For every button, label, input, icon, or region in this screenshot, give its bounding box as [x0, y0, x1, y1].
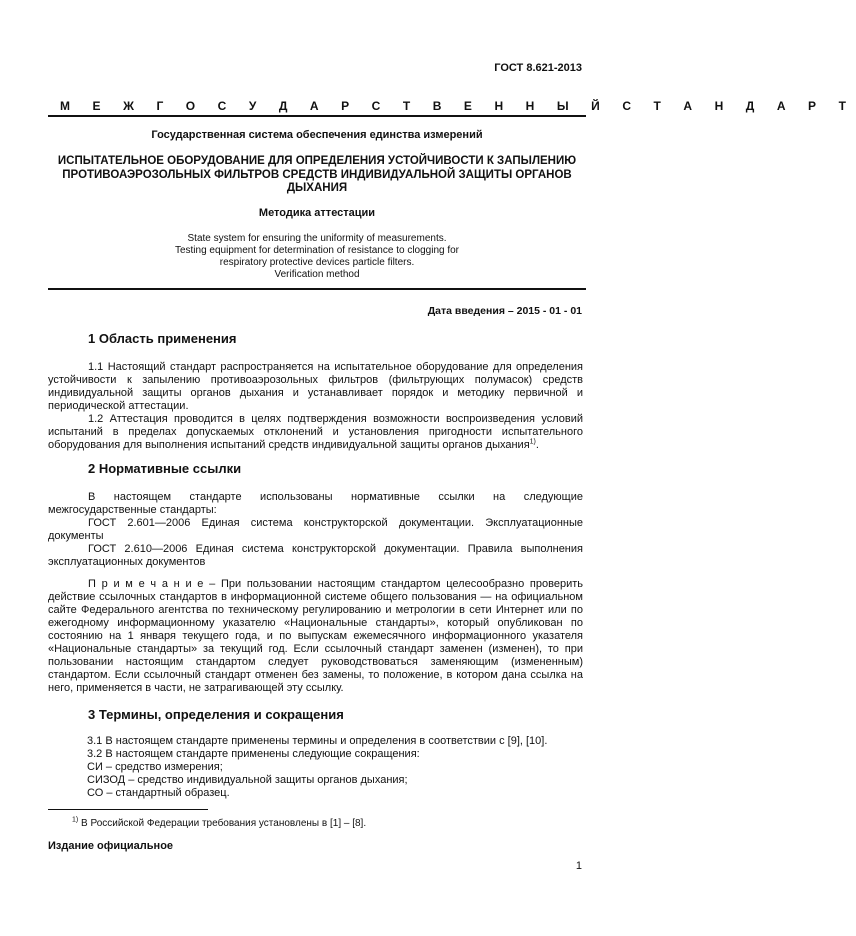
- reference-gost-2-601: ГОСТ 2.601—2006 Единая система конструкторской документации. Эксплуатационные документы: [48, 517, 583, 542]
- english-line: respiratory protective devices particle filters.: [219, 257, 415, 268]
- document-title: [48, 155, 586, 196]
- note-label: П р и м е ч а н и е: [88, 578, 204, 590]
- note: [48, 578, 583, 695]
- paragraph-2-intro: В настоящем стандарте использованы нормативные ссылки на следующие межгосударственные стандарты:: [48, 491, 583, 516]
- reference-gost-2-610: ГОСТ 2.610—2006 Единая система конструкторской документации. Правила выполнения эксплуатационных документов: [48, 543, 583, 568]
- system-title: Государственная система обеспечения единства измерений: [151, 129, 483, 141]
- paragraph-1-2-end: .: [535, 439, 539, 451]
- paragraph-1-2: [48, 413, 583, 452]
- page-number: 1: [575, 860, 582, 872]
- footnote-text: В Российской Федерации требования установлены в [1] – [8].: [78, 818, 367, 829]
- section-2-heading: 2 Нормативные ссылки: [88, 461, 242, 476]
- section-1-heading: 1 Область применения: [88, 331, 237, 346]
- english-line: State system for ensuring the uniformity of measurements.: [187, 233, 447, 244]
- abbreviation-sizod: СИЗОД – средство индивидуальной защиты органов дыхания;: [87, 774, 408, 786]
- title-line: ПРОТИВОАЭРОЗОЛЬНЫХ ФИЛЬТРОВ СРЕДСТВ ИНДИВИДУАЛЬНОЙ ЗАЩИТЫ ОРГАНОВ: [62, 168, 572, 181]
- footnote-separator: [48, 809, 208, 810]
- title-line: ДЫХАНИЯ: [286, 182, 348, 194]
- section-3-line: 3.2 В настоящем стандарте применены следующие сокращения:: [87, 748, 420, 760]
- section-3-line: 3.1 В настоящем стандарте применены термины и определения в соответствии с [9], [10].: [87, 735, 548, 747]
- english-line: Testing equipment for determination of resistance to clogging for: [174, 245, 460, 256]
- section-3-heading: 3 Термины, определения и сокращения: [88, 707, 344, 722]
- note-text: – При пользовании настоящим стандартом целесообразно проверить действие ссылочных стандартов в информационной системе общего пользования — на официальном сайте Федерального агентства по техническому регулированию и метрологии в сети Интернет или по ежегодному информационному указателю «Национальные стандарты», который опубликован по состоянию на 1 января текущего года, и по выпускам ежемесячного информационного указателя «Национальные стандарты» за текущий год. Если ссылочный стандарт заменен (изменен), то при пользовании настоящим стандартом следует руководствоваться заменяющим (измененным) стандартом. Если ссылочный стандарт отменен без замены, то положение, в котором дана ссылка на него, применяется в части, не затрагивающей эту ссылку.: [48, 578, 583, 694]
- footnote-mark: 1): [72, 816, 79, 824]
- header-rule: [48, 115, 586, 117]
- introduction-date: Дата введения – 2015 - 01 - 01: [427, 305, 582, 317]
- method-title: Методика аттестации: [258, 207, 376, 219]
- abbreviation-si: СИ – средство измерения;: [87, 761, 223, 773]
- paragraph-1-1: 1.1 Настоящий стандарт распространяется на испытательное оборудование для определения устойчивости к запылению противоаэрозольных фильтров (фильтрующих полумасок) средств индивидуальной защиты органов дыхания и устанавливает порядок и методику первичной и периодической аттестации.: [48, 361, 583, 412]
- footnote-ref: 1): [529, 438, 536, 446]
- section-2-body: [48, 491, 583, 569]
- note-paragraph: [48, 578, 583, 695]
- title-rule: [48, 288, 586, 290]
- english-title: [48, 233, 586, 281]
- standard-type: М Е Ж Г О С У Д А Р С Т В Е Н Н Ы Й С Т А Н Д А Р Т: [60, 99, 856, 113]
- paragraph-1-2-text: 1.2 Аттестация проводится в целях подтверждения возможности воспроизведения условий испытаний в пределах допускаемых отклонений и установления пригодности испытательного оборудования для выполнения испытаний средств индивидуальной защиты органов дыхания: [48, 413, 583, 451]
- footnote: [72, 818, 366, 829]
- section-1-body: [48, 361, 583, 452]
- abbreviation-so: СО – стандартный образец.: [87, 787, 230, 799]
- title-line: ИСПЫТАТЕЛЬНОЕ ОБОРУДОВАНИЕ ДЛЯ ОПРЕДЕЛЕНИЯ УСТОЙЧИВОСТИ К ЗАПЫЛЕНИЮ: [57, 155, 577, 167]
- document-code: ГОСТ 8.621-2013: [494, 62, 582, 74]
- edition-label: Издание официальное: [48, 840, 174, 852]
- english-line: Verification method: [274, 269, 360, 280]
